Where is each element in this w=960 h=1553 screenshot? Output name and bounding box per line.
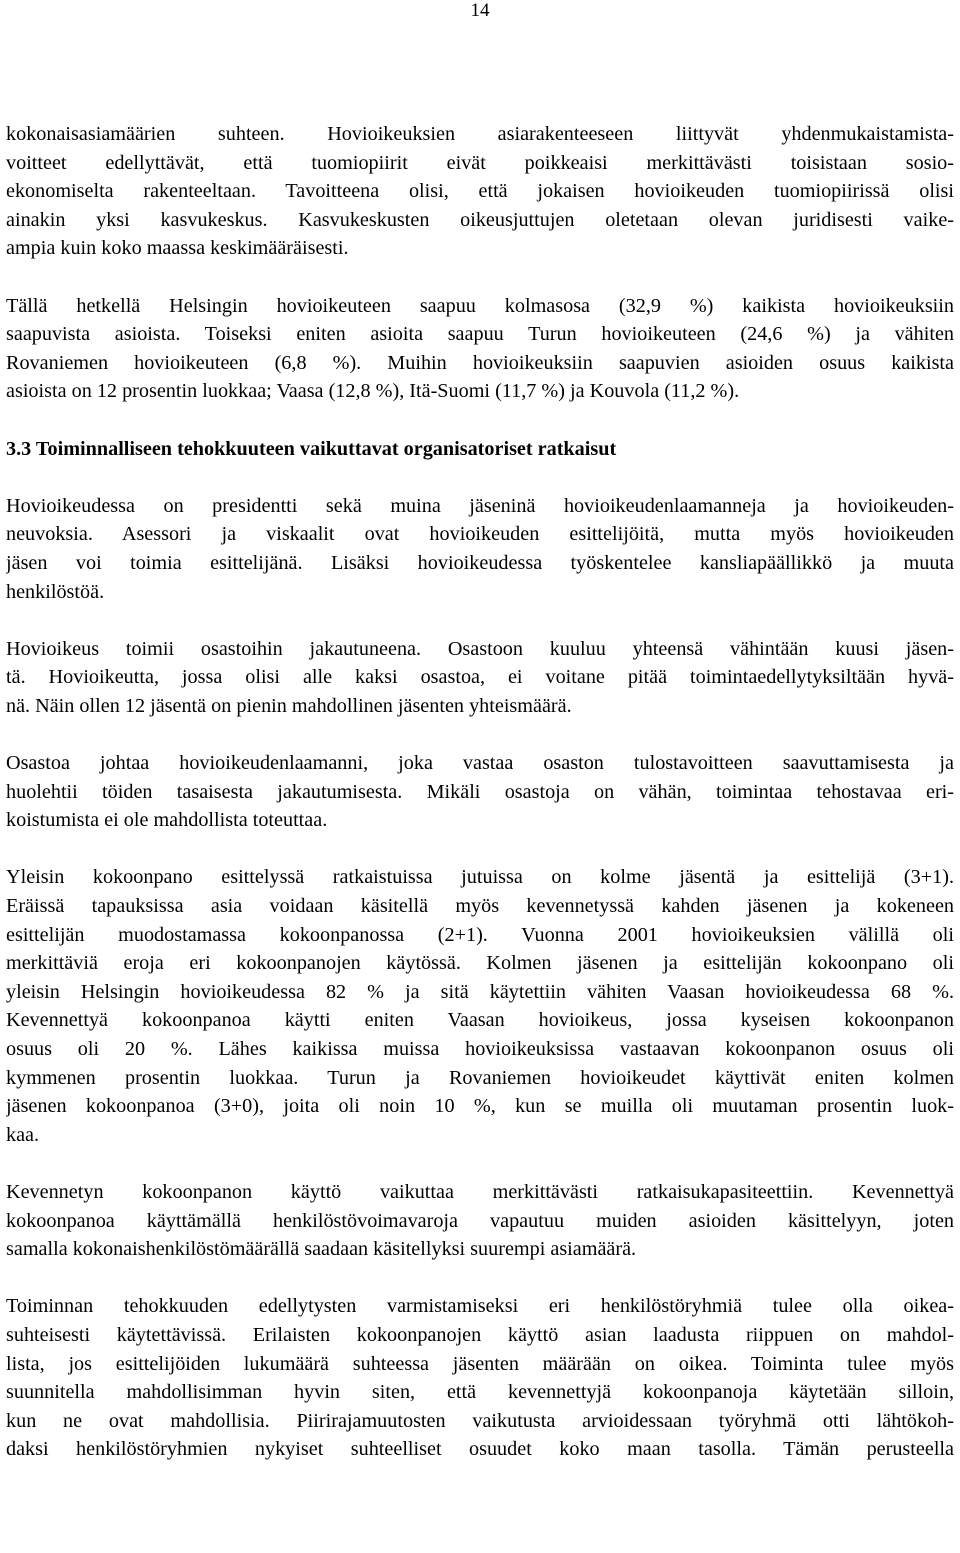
text-line: Kevennetyn kokoonpanon käyttö vaikuttaa merkittävästi ratkaisukapasiteettiin. Kevennettyä <box>6 1180 954 1203</box>
text-line: Eräissä tapauksissa asia voidaan käsitellä myös kevennetyssä kahden jäsenen ja kokeneen <box>6 895 954 918</box>
paragraph <box>6 635 954 721</box>
text-line: ekonomiselta rakenteeltaan. Tavoitteena olisi, että jokaisen hovioikeuden tuomiopiirissä olisi <box>6 180 954 203</box>
text-line: Hovioikeudessa on presidentti sekä muina jäseninä hovioikeudenlaamanneja ja hovioikeuden- <box>6 494 954 517</box>
text-line: daksi henkilöstöryhmien nykyiset suhteelliset osuudet koko maan tasolla. Tämän perusteella <box>6 1438 954 1461</box>
text-line: nä. Näin ollen 12 jäsentä on pienin mahdollinen jäsenten yhteismäärä. <box>6 694 572 717</box>
text-line: kymmenen prosentin luokkaa. Turun ja Rovaniemen hovioikeudet käyttivät eniten kolmen <box>6 1066 954 1089</box>
text-line: ainakin yksi kasvukeskus. Kasvukeskusten oikeusjuttujen oletetaan olevan juridisesti vaike- <box>6 208 954 231</box>
text-line: kun ne ovat mahdollisia. Piirirajamuutosten vaikutusta arvioidessaan työryhmä otti lähtökoh- <box>6 1409 954 1432</box>
paragraph <box>6 749 954 835</box>
text-line: esittelijän muodostamassa kokoonpanossa (2+1). Vuonna 2001 hovioikeuksien välillä oli <box>6 923 954 946</box>
text-line: henkilöstöä. <box>6 580 105 603</box>
text-line: Yleisin kokoonpano esittelyssä ratkaistuissa jutuissa on kolme jäsentä ja esittelijä (3+1). <box>6 866 954 889</box>
paragraph <box>6 1292 954 1464</box>
text-line: Rovaniemen hovioikeuteen (6,8 %). Muihin hovioikeuksiin saapuvien asioiden osuus kaikista <box>6 351 954 374</box>
paragraph-gap <box>6 406 954 435</box>
paragraph-gap <box>6 463 954 492</box>
text-line: huolehtii töiden tasaisesta jakautumisesta. Mikäli osastoja on vähän, toimintaa tehostavaa eri- <box>6 780 954 803</box>
paragraph <box>6 863 954 1149</box>
text-line: lista, jos esittelijöiden lukumäärä suhteessa jäsenten määrään on oikea. Toiminta tulee myös <box>6 1352 954 1375</box>
paragraph-gap <box>6 1149 954 1178</box>
paragraph <box>6 120 954 263</box>
section-heading-text: 3.3 Toiminnalliseen tehokkuuteen vaikuttavat organisatoriset ratkaisut <box>6 437 617 460</box>
text-line: kokoonpanoa käyttämällä henkilöstövoimavaroja vapautuu muiden asioiden käsittelyyn, joten <box>6 1209 954 1232</box>
text-line: Toiminnan tehokkuuden edellytysten varmistamiseksi eri henkilöstöryhmiä tulee olla oikea- <box>6 1295 954 1318</box>
paragraph-gap <box>6 606 954 635</box>
text-line: neuvoksia. Asessori ja viskaalit ovat hovioikeuden esittelijöitä, mutta myös hovioikeuden <box>6 523 954 546</box>
text-line: voitteet edellyttävät, että tuomiopiirit eivät poikkeaisi merkittävästi toisistaan sosio- <box>6 151 954 174</box>
text-line: jäsen voi toimia esittelijänä. Lisäksi hovioikeudessa työskentelee kansliapäällikkö ja muuta <box>6 551 954 574</box>
text-line: ampia kuin koko maassa keskimääräisesti. <box>6 237 349 260</box>
text-line: koistumista ei ole mahdollista toteuttaa. <box>6 809 328 832</box>
paragraph <box>6 492 954 606</box>
text-line: suhteisesti käytettävissä. Erilaisten kokoonpanojen käyttö asian laadusta riippuen on mahdol- <box>6 1323 954 1346</box>
text-line: Hovioikeus toimii osastoihin jakautuneena. Osastoon kuuluu yhteensä vähintään kuusi jäsen- <box>6 637 954 660</box>
text-line: Osastoa johtaa hovioikeudenlaamanni, joka vastaa osaston tulostavoitteen saavuttamisesta ja <box>6 752 954 775</box>
text-line: Kevennettyä kokoonpanoa käytti eniten Vaasan hovioikeus, jossa kyseisen kokoonpanon <box>6 1009 954 1032</box>
text-line: kaa. <box>6 1123 40 1146</box>
paragraph-gap <box>6 263 954 292</box>
text-line: samalla kokonaishenkilöstömäärällä saadaan käsitellyksi suurempi asiamäärä. <box>6 1238 637 1261</box>
text-line: yleisin Helsingin hovioikeudessa 82 % ja sitä käytettiin vähiten Vaasan hovioikeudessa 68 %. <box>6 980 954 1003</box>
paragraph-gap <box>6 720 954 749</box>
paragraph <box>6 1178 954 1264</box>
text-line: Tällä hetkellä Helsingin hovioikeuteen saapuu kolmasosa (32,9 %) kaikista hovioikeuksiin <box>6 294 954 317</box>
paragraph-gap <box>6 835 954 864</box>
text-line: merkittäviä eroja eri kokoonpanojen käytössä. Kolmen jäsenen ja esittelijän kokoonpano oli <box>6 952 954 975</box>
text-line: asioista on 12 prosentin luokkaa; Vaasa (12,8 %), Itä-Suomi (11,7 %) ja Kouvola (11,2 %). <box>6 380 740 403</box>
page-number: 14 <box>470 0 490 21</box>
text-line: saapuvista asioista. Toiseksi eniten asioita saapuu Turun hovioikeuteen (24,6 %) ja vähiten <box>6 323 954 346</box>
text-line: suunnitella mahdollisimman hyvin siten, että kevennettyjä kokoonpanoja käytetään silloin, <box>6 1381 954 1404</box>
document-body <box>6 120 954 1464</box>
paragraph-gap <box>6 1264 954 1293</box>
text-line: jäsenen kokoonpanoa (3+0), joita oli noin 10 %, kun se muilla oli muutaman prosentin luok- <box>6 1095 954 1118</box>
paragraph <box>6 292 954 406</box>
section-heading <box>6 435 954 464</box>
text-line: osuus oli 20 %. Lähes kaikissa muissa hovioikeuksissa vastaavan kokoonpanon osuus oli <box>6 1038 954 1060</box>
text-line: tä. Hovioikeutta, jossa olisi alle kaksi osastoa, ei voitane pitää toimintaedellytyksiltään hyvä- <box>6 666 954 689</box>
text-line: kokonaisasiamäärien suhteen. Hovioikeuksien asiarakenteeseen liittyvät yhdenmukaistamista- <box>6 123 954 145</box>
